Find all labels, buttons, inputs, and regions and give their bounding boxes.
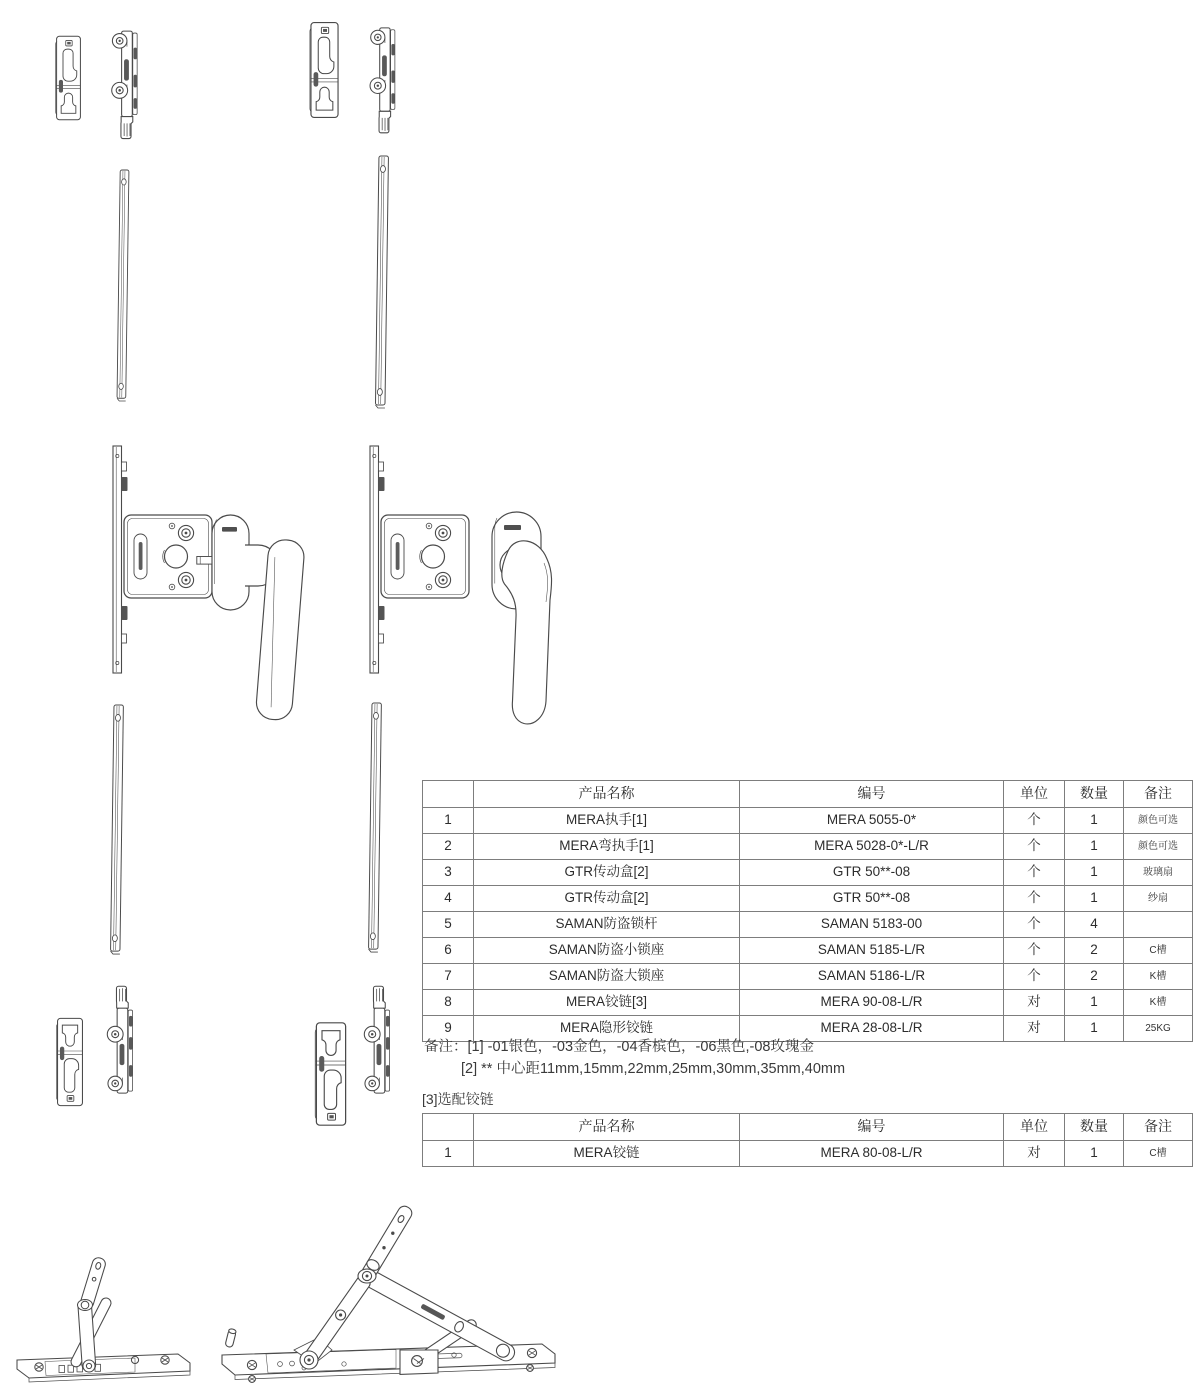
table-cell: MERA 5055-0* xyxy=(740,808,1004,834)
table-cell: SAMAN 5186-L/R xyxy=(740,964,1004,990)
table-header-row xyxy=(423,1114,1193,1141)
lock-rod-2-figure xyxy=(370,153,394,411)
handle-straight-figure xyxy=(196,498,314,724)
table-cell: 对 xyxy=(1004,1141,1065,1167)
security-keeper-large-right-figure xyxy=(309,1020,353,1128)
security-keeper-small-right-figure xyxy=(303,20,346,120)
table-header-cell: 数量 xyxy=(1065,781,1124,808)
notes-line2: [2] ** 中心距11mm,15mm,22mm,25mm,30mm,35mm,40mm xyxy=(461,1061,846,1077)
table-header-cell: 单位 xyxy=(1004,1114,1065,1141)
table-cell: MERA弯执手[1] xyxy=(474,834,740,860)
table-cell: MERA执手[1] xyxy=(474,808,740,834)
table-cell: 个 xyxy=(1004,886,1065,912)
table-cell: SAMAN防盗大锁座 xyxy=(474,964,740,990)
table-cell: 1 xyxy=(1065,808,1124,834)
table-header-row xyxy=(423,781,1193,808)
table-header-cell: 编号 xyxy=(740,781,1004,808)
table-cell: 个 xyxy=(1004,964,1065,990)
table-cell: K槽 xyxy=(1124,990,1193,1016)
table-cell: 25KG xyxy=(1124,1016,1193,1042)
table-cell: MERA 5028-0*-L/R xyxy=(740,834,1004,860)
table-cell: 5 xyxy=(423,912,474,938)
security-lockbolt-bottom-left-figure xyxy=(104,984,138,1096)
table-cell: 对 xyxy=(1004,1016,1065,1042)
table-cell: 3 xyxy=(423,860,474,886)
table-cell: 4 xyxy=(1065,912,1124,938)
table-cell: C槽 xyxy=(1124,938,1193,964)
table-cell: 1 xyxy=(1065,860,1124,886)
table-cell: 颜色可选 xyxy=(1124,834,1193,860)
table-cell: 个 xyxy=(1004,938,1065,964)
table-cell: GTR传动盒[2] xyxy=(474,860,740,886)
table-header-cell: 产品名称 xyxy=(474,1114,740,1141)
table-cell: 1 xyxy=(1065,1141,1124,1167)
table-cell: MERA 28-08-L/R xyxy=(740,1016,1004,1042)
parts-table-wrap xyxy=(422,780,1193,1042)
lock-rod-3-figure xyxy=(105,702,129,957)
optional-hinge-table xyxy=(422,1113,1193,1167)
table-cell: GTR 50**-08 xyxy=(740,886,1004,912)
table-cell: 2 xyxy=(1065,964,1124,990)
security-lockbolt-bottom-right-figure xyxy=(361,984,395,1096)
table-cell: 1 xyxy=(1065,834,1124,860)
table-cell: MERA隐形铰链 xyxy=(474,1016,740,1042)
table-cell: 1 xyxy=(423,808,474,834)
table-cell: 7 xyxy=(423,964,474,990)
table-cell: 玻璃扇 xyxy=(1124,860,1193,886)
table-cell: 4 xyxy=(423,886,474,912)
table-cell: 对 xyxy=(1004,990,1065,1016)
optional-hinge-table-wrap xyxy=(422,1113,1193,1167)
table-cell: 个 xyxy=(1004,860,1065,886)
table-header-cell: 产品名称 xyxy=(474,781,740,808)
friction-hinge-small-figure xyxy=(15,1248,200,1390)
table-cell: MERA 90-08-L/R xyxy=(740,990,1004,1016)
table-header-cell xyxy=(423,781,474,808)
table-cell: 1 xyxy=(423,1141,474,1167)
table-row xyxy=(423,938,1193,964)
table-cell: GTR传动盒[2] xyxy=(474,886,740,912)
table-cell: SAMAN防盗锁杆 xyxy=(474,912,740,938)
table-cell: 6 xyxy=(423,938,474,964)
table-cell: 纱扇 xyxy=(1124,886,1193,912)
parts-table xyxy=(422,780,1193,1042)
security-keeper-large-left-figure xyxy=(50,1016,90,1108)
table-cell: 2 xyxy=(423,834,474,860)
gearbox-screen-sash-figure xyxy=(361,444,476,676)
table-cell: SAMAN防盗小锁座 xyxy=(474,938,740,964)
table-header-cell: 单位 xyxy=(1004,781,1065,808)
table-cell: MERA铰链[3] xyxy=(474,990,740,1016)
table-row xyxy=(423,964,1193,990)
table-cell: GTR 50**-08 xyxy=(740,860,1004,886)
table-cell: 个 xyxy=(1004,808,1065,834)
handle-curved-figure xyxy=(487,505,567,733)
table-header-cell: 编号 xyxy=(740,1114,1004,1141)
table-row xyxy=(423,1141,1193,1167)
notes-prefix: 备注： xyxy=(424,1039,468,1055)
table-cell: 个 xyxy=(1004,834,1065,860)
security-lockbolt-right-figure xyxy=(366,25,401,135)
table-row xyxy=(423,834,1193,860)
notes-line1: [1] -01银色，-03金色，-04香槟色，-06黑色,-08玫瑰金 xyxy=(467,1039,814,1055)
table-cell: 2 xyxy=(1065,938,1124,964)
table-header-cell xyxy=(423,1114,474,1141)
table-row xyxy=(423,808,1193,834)
table-cell xyxy=(1124,912,1193,938)
table-cell: 1 xyxy=(1065,1016,1124,1042)
table-cell: SAMAN 5183-00 xyxy=(740,912,1004,938)
table-cell: K槽 xyxy=(1124,964,1193,990)
security-keeper-small-left-figure xyxy=(52,33,85,123)
friction-hinge-large-figure xyxy=(213,1192,565,1400)
table-cell: 9 xyxy=(423,1016,474,1042)
table-cell: SAMAN 5185-L/R xyxy=(740,938,1004,964)
optional-hinge-label: [3]选配铰链 xyxy=(422,1091,494,1107)
table-row xyxy=(423,860,1193,886)
table-cell: 8 xyxy=(423,990,474,1016)
notes-block xyxy=(424,1036,845,1080)
table-cell: C槽 xyxy=(1124,1141,1193,1167)
table-row xyxy=(423,990,1193,1016)
table-row xyxy=(423,886,1193,912)
table-cell: MERA铰链 xyxy=(474,1141,740,1167)
table-header-cell: 备注 xyxy=(1124,1114,1193,1141)
table-cell: 颜色可选 xyxy=(1124,808,1193,834)
table-cell: 个 xyxy=(1004,912,1065,938)
lock-rod-4-figure xyxy=(363,700,387,955)
table-row xyxy=(423,912,1193,938)
security-lockbolt-left-figure xyxy=(109,28,142,141)
lock-rod-1-figure xyxy=(112,158,134,413)
table-cell: 1 xyxy=(1065,886,1124,912)
table-cell: 1 xyxy=(1065,990,1124,1016)
table-cell: MERA 80-08-L/R xyxy=(740,1141,1004,1167)
table-header-cell: 备注 xyxy=(1124,781,1193,808)
table-header-cell: 数量 xyxy=(1065,1114,1124,1141)
